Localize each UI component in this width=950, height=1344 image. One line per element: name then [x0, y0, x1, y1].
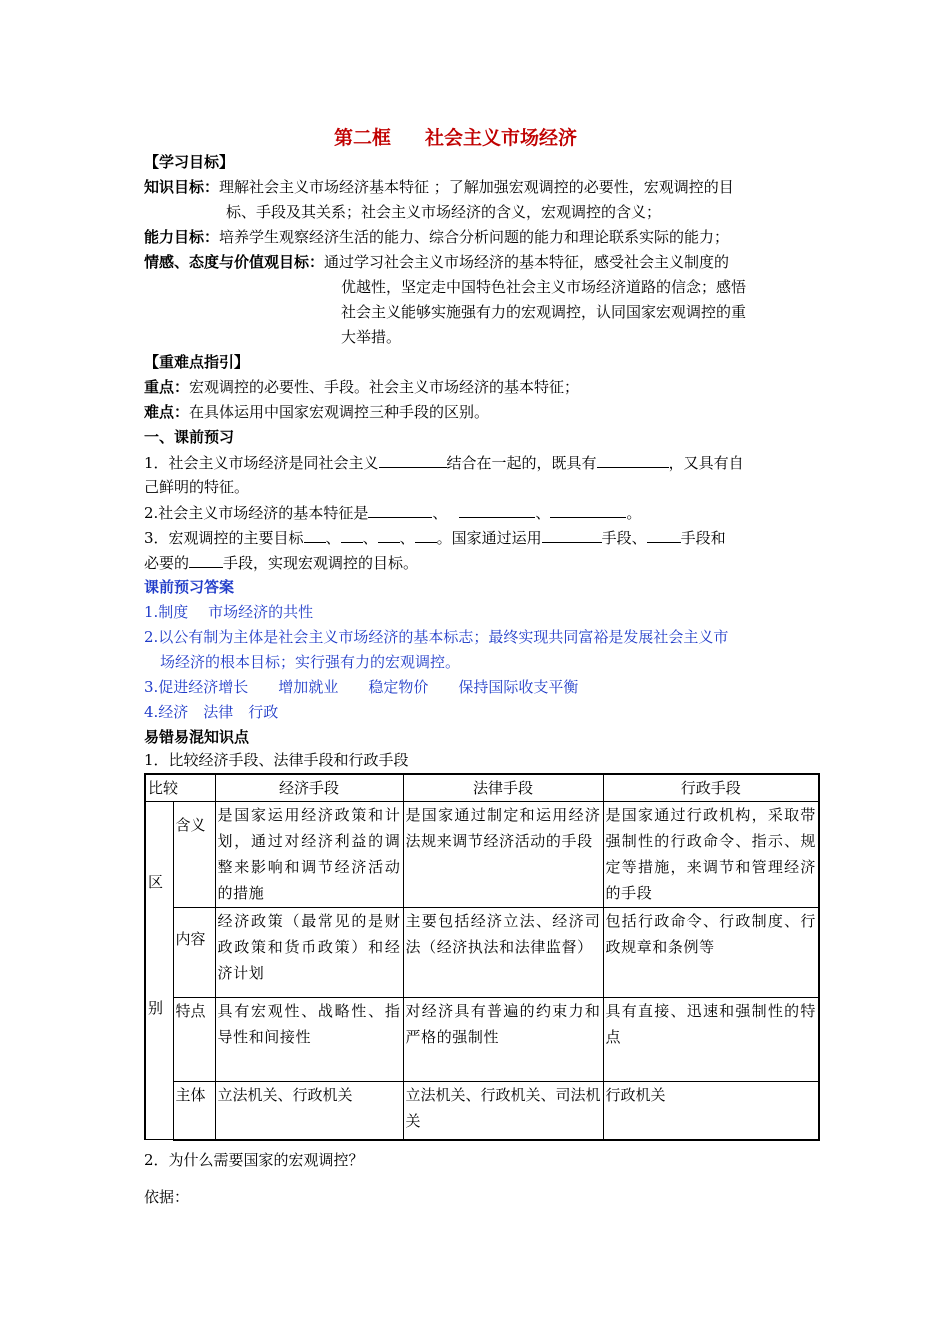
- title-part2: 社会主义市场经济: [425, 127, 578, 149]
- side-label-bottom: 别: [148, 999, 164, 1017]
- confusion-item-2: 2．为什么需要国家的宏观调控？: [144, 1151, 364, 1169]
- q1-text-a: 1．社会主义市场经济是同社会主义: [144, 454, 379, 472]
- key-text: 宏观调控的必要性、手段。社会主义市场经济的基本特征；: [189, 378, 580, 396]
- emotion-text-3: 社会主义能够实施强有力的宏观调控，认同国家宏观调控的重: [341, 303, 747, 321]
- emotion-text-1: 通过学习社会主义市场经济的基本特征，感受社会主义制度的: [324, 253, 730, 271]
- ability-label: 能力目标：: [144, 228, 220, 246]
- table-row: [145, 908, 819, 998]
- preview-q3-line2: [144, 552, 418, 573]
- q2-sep-2: 、: [535, 504, 551, 522]
- basis-label: 依据：: [144, 1188, 190, 1206]
- difficult-label: 难点：: [144, 403, 190, 421]
- q3-sep-2: 、: [362, 529, 378, 547]
- table-cell: 是国家运用经济政策和计划，通过对经济利益的调整来影响和调节经济活动的措施: [215, 802, 403, 908]
- ability-text: 培养学生观察经济生活的能力、综合分析问题的能力和理论联系实际的能力；: [219, 228, 730, 246]
- q3-sep-3: 、: [399, 529, 415, 547]
- side-label: [145, 802, 173, 1140]
- q2-text-a: 2.社会主义市场经济的基本特征是: [144, 504, 369, 522]
- row-label-feature: 特点: [173, 998, 215, 1082]
- difficult-point: [144, 402, 489, 422]
- header-administrative: 行政手段: [603, 774, 819, 802]
- table-cell: 包括行政命令、行政制度、行政规章和条例等: [603, 908, 819, 998]
- preview-q3: [144, 527, 726, 548]
- q1-blank-2: [597, 452, 669, 468]
- knowledge-goal: [144, 177, 734, 197]
- side-label-top: 区: [148, 873, 164, 891]
- row-label-meaning: 含义: [173, 802, 215, 908]
- row-label-subject: 主体: [173, 1082, 215, 1140]
- comparison-table: [144, 773, 820, 1141]
- table-cell: 具有宏观性、战略性、指导性和间接性: [215, 998, 403, 1082]
- q2-blank-2: [459, 502, 535, 518]
- knowledge-text-1: 理解社会主义市场经济基本特征 ；了解加强宏观调控的必要性，宏观调控的目: [219, 178, 734, 196]
- confusion-item-1: 1．比较经济手段、法律手段和行政手段: [144, 751, 409, 769]
- q3-blank-2: [341, 527, 363, 543]
- table-cell: 具有直接、迅速和强制性的特点: [603, 998, 819, 1082]
- title-part1: 第二框: [334, 127, 392, 149]
- q1-text-b: 结合在一起的，既具有: [446, 454, 597, 472]
- table-cell: 经济政策（最常见的是财政政策和货币政策）和经济计划: [215, 908, 403, 998]
- q3-line2-a: 必要的: [144, 554, 190, 572]
- answer-2-line2: 场经济的根本目标；实行强有力的宏观调控。: [160, 653, 461, 671]
- emotion-text-4: 大举措。: [341, 328, 402, 346]
- q3-sep-1: 、: [325, 529, 341, 547]
- q2-blank-3: [550, 502, 626, 518]
- q3-blank-3: [378, 527, 400, 543]
- answer-3: 3.促进经济增长 增加就业 稳定物价 保持国际收支平衡: [144, 678, 579, 696]
- q3-line2-b: 手段，实现宏观调控的目标。: [223, 554, 419, 572]
- table-cell: 行政机关: [603, 1082, 819, 1140]
- table-cell: 主要包括经济立法、经济司法（经济执法和法律监督）: [403, 908, 603, 998]
- q3-text-c: 手段、: [601, 529, 647, 547]
- row-label-content: 内容: [173, 908, 215, 998]
- q1-blank-1: [379, 452, 447, 468]
- q3-blank-6: [647, 527, 681, 543]
- table-corner: 比较: [145, 774, 215, 802]
- answer-2-line1: 2.以公有制为主体是社会主义市场经济的基本标志；最终实现共同富裕是发展社会主义市: [144, 628, 729, 646]
- preview-q2: [144, 502, 641, 523]
- table-cell: 立法机关、行政机关、司法机关: [403, 1082, 603, 1140]
- q3-text-d: 手段和: [680, 529, 726, 547]
- header-legal: 法律手段: [403, 774, 603, 802]
- key-heading: 【重难点指引】: [144, 353, 250, 371]
- difficult-text: 在具体运用中国家宏观调控三种手段的区别。: [189, 403, 490, 421]
- q1-text-c: ，又具有自: [668, 454, 744, 472]
- key-point: [144, 377, 579, 397]
- preview-heading: 一、课前预习: [144, 428, 235, 446]
- emotion-goal: [144, 252, 729, 272]
- q3-text-b: 。国家通过运用: [436, 529, 542, 547]
- emotion-label: 情感、态度与价值观目标：: [144, 253, 325, 271]
- header-economic: 经济手段: [215, 774, 403, 802]
- emotion-text-2: 优越性，坚定走中国特色社会主义市场经济道路的信念；感悟: [341, 278, 747, 296]
- knowledge-text-2: 标、手段及其关系；社会主义市场经济的含义，宏观调控的含义；: [226, 203, 662, 221]
- key-label: 重点：: [144, 378, 190, 396]
- table-header-row: [145, 774, 819, 802]
- preview-q1-line2: 己鲜明的特征。: [144, 478, 250, 496]
- table-row: [145, 998, 819, 1082]
- table-row: [145, 802, 819, 908]
- goals-heading: 【学习目标】: [144, 153, 235, 171]
- q2-sep-1: 、: [432, 504, 448, 522]
- knowledge-label: 知识目标：: [144, 178, 220, 196]
- q3-blank-5: [542, 527, 602, 543]
- q2-end: 。: [626, 504, 642, 522]
- q3-blank-4: [415, 527, 437, 543]
- page-title: [334, 128, 577, 148]
- table-cell: 是国家通过行政机构，采取带强制性的行政命令、指示、规定等措施，来调节和管理经济的手段: [603, 802, 819, 908]
- answers-heading: 课前预习答案: [144, 578, 235, 596]
- answer-4: 4.经济 法律 行政: [144, 703, 279, 721]
- table-cell: 对经济具有普遍的约束力和严格的强制性: [403, 998, 603, 1082]
- confusion-heading: 易错易混知识点: [144, 728, 250, 746]
- q3-blank-1: [304, 527, 326, 543]
- q3-text-a: 3．宏观调控的主要目标: [144, 529, 304, 547]
- q2-blank-1: [368, 502, 432, 518]
- table-cell: 立法机关、行政机关: [215, 1082, 403, 1140]
- ability-goal: [144, 227, 729, 247]
- table-row: [145, 1082, 819, 1140]
- answer-1: 1.制度 市场经济的共性: [144, 603, 314, 621]
- q3-blank-7: [189, 552, 223, 568]
- preview-q1: [144, 452, 744, 473]
- table-cell: 是国家通过制定和运用经济法规来调节经济活动的手段: [403, 802, 603, 908]
